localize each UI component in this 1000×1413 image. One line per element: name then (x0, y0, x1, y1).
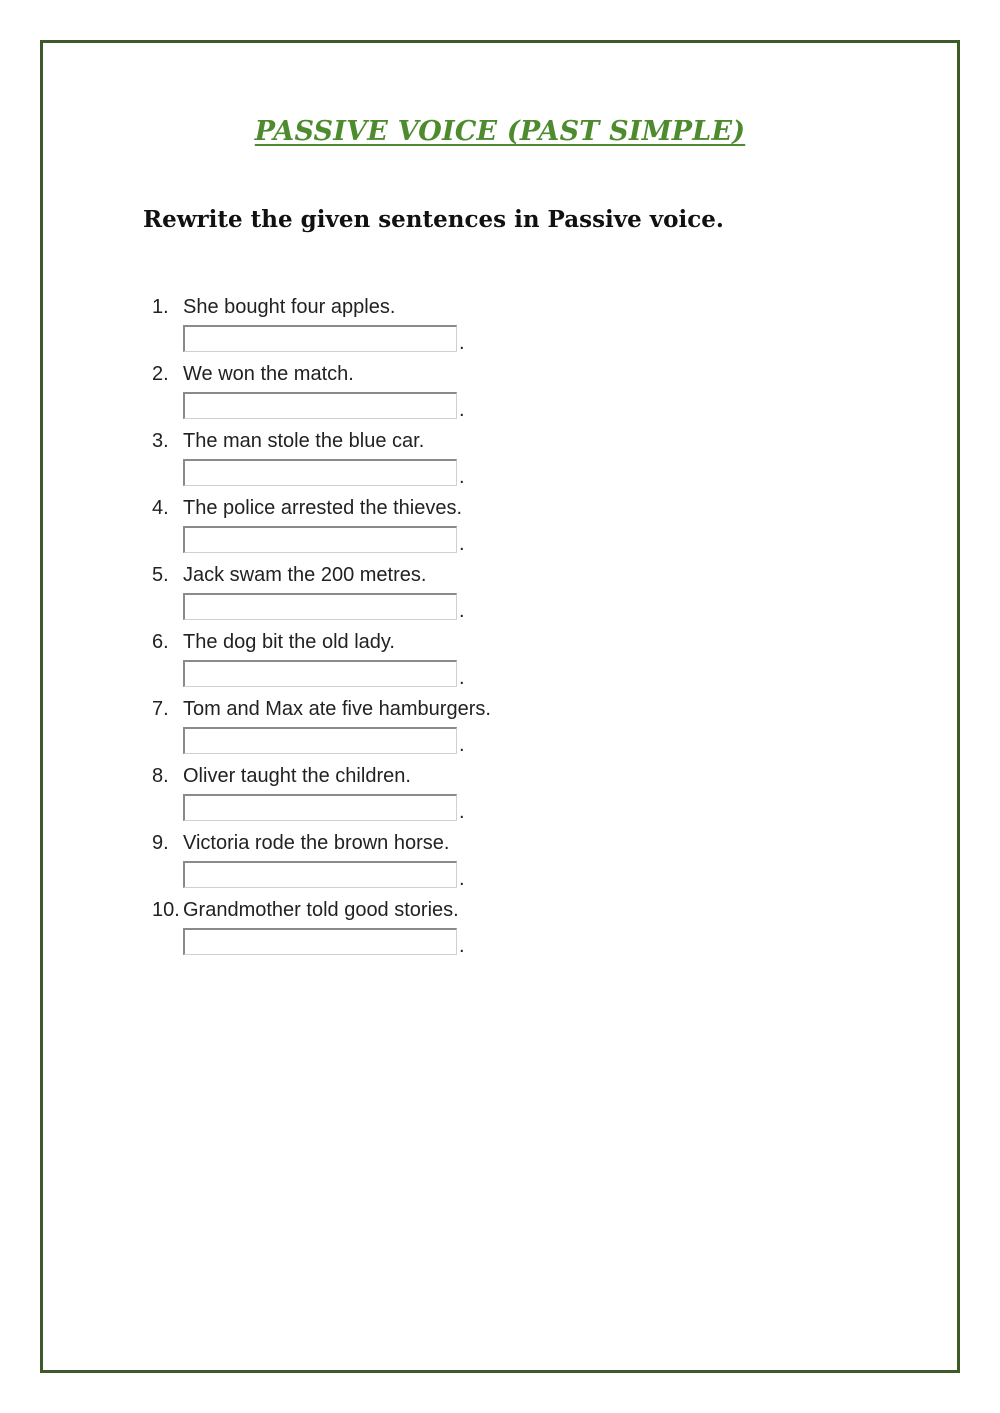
answer-period: . (459, 600, 465, 622)
answer-period: . (459, 868, 465, 890)
item-sentence: The police arrested the thieves. (183, 497, 463, 519)
item-sentence: Tom and Max ate five hamburgers. (183, 698, 491, 720)
exercise-item-6 (152, 631, 752, 698)
answer-input-1[interactable] (183, 325, 457, 352)
exercise-item-7 (152, 698, 752, 765)
exercise-item-3 (152, 430, 752, 497)
item-number: 6. (152, 631, 169, 653)
exercise-list (152, 296, 752, 966)
answer-input-3[interactable] (183, 459, 457, 486)
answer-period: . (459, 734, 465, 756)
item-number: 10. (152, 899, 180, 921)
worksheet-title: PASSIVE VOICE (PAST SIMPLE) (254, 116, 746, 147)
item-number: 3. (152, 430, 169, 452)
item-sentence: The dog bit the old lady. (183, 631, 395, 653)
answer-input-5[interactable] (183, 593, 457, 620)
answer-period: . (459, 935, 465, 957)
exercise-item-10 (152, 899, 752, 966)
answer-period: . (459, 399, 465, 421)
exercise-item-4 (152, 497, 752, 564)
item-number: 4. (152, 497, 169, 519)
answer-period: . (459, 667, 465, 689)
item-sentence: Victoria rode the brown horse. (183, 832, 450, 854)
exercise-item-2 (152, 363, 752, 430)
answer-period: . (459, 332, 465, 354)
answer-input-7[interactable] (183, 727, 457, 754)
item-sentence: The man stole the blue car. (183, 430, 425, 452)
item-number: 1. (152, 296, 169, 318)
exercise-item-1 (152, 296, 752, 363)
answer-period: . (459, 801, 465, 823)
item-sentence: We won the match. (183, 363, 354, 385)
exercise-item-8 (152, 765, 752, 832)
answer-period: . (459, 533, 465, 555)
item-number: 8. (152, 765, 169, 787)
answer-input-9[interactable] (183, 861, 457, 888)
answer-input-8[interactable] (183, 794, 457, 821)
item-number: 5. (152, 564, 169, 586)
answer-period: . (459, 466, 465, 488)
answer-input-2[interactable] (183, 392, 457, 419)
item-sentence: She bought four apples. (183, 296, 396, 318)
answer-input-6[interactable] (183, 660, 457, 687)
answer-input-4[interactable] (183, 526, 457, 553)
item-number: 7. (152, 698, 169, 720)
exercise-item-5 (152, 564, 752, 631)
item-sentence: Grandmother told good stories. (183, 899, 459, 921)
answer-input-10[interactable] (183, 928, 457, 955)
item-number: 9. (152, 832, 169, 854)
item-sentence: Jack swam the 200 metres. (183, 564, 427, 586)
instruction-text: Rewrite the given sentences in Passive voice. (143, 206, 724, 233)
exercise-item-9 (152, 832, 752, 899)
item-number: 2. (152, 363, 169, 385)
item-sentence: Oliver taught the children. (183, 765, 411, 787)
